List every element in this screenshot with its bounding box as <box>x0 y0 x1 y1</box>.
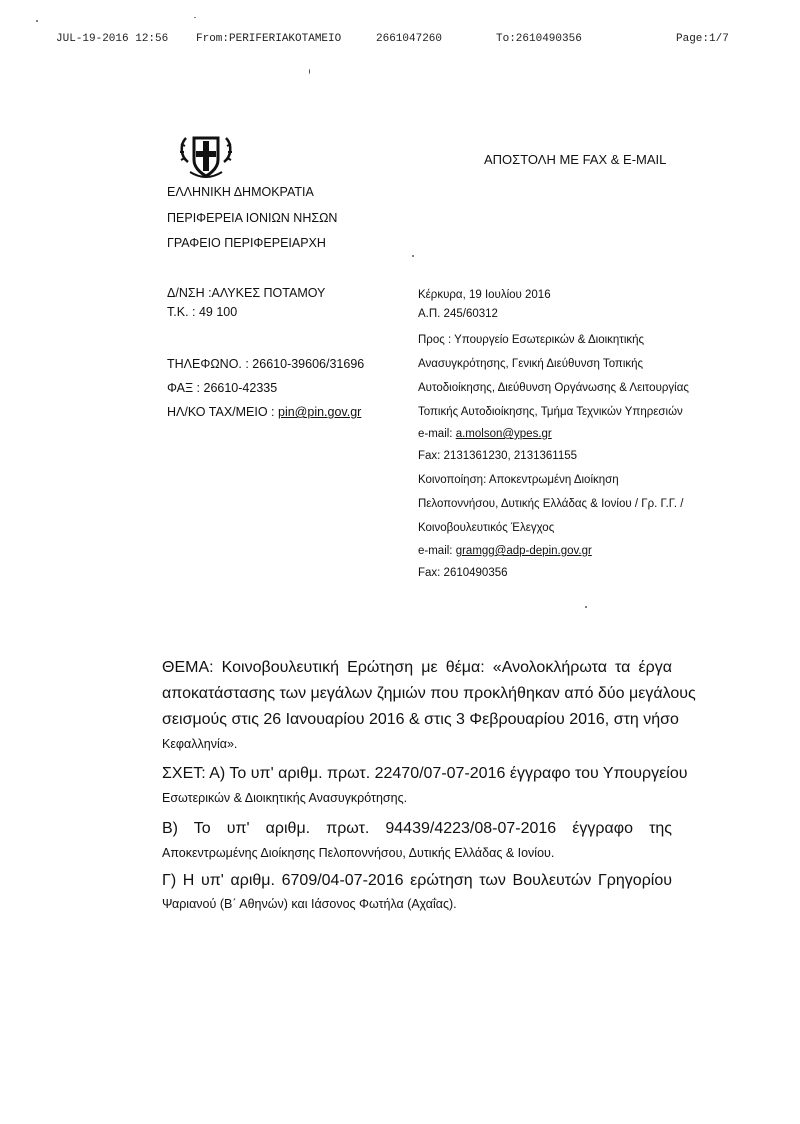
issuer-line: ΠΕΡΙΦΕΡΕΙΑ ΙΟΝΙΩΝ ΝΗΣΩΝ <box>167 211 338 225</box>
recipient-line: Τοπικής Αυτοδιοίκησης, Τμήμα Τεχνικών Υπηρεσιών <box>418 406 683 418</box>
contact-email-link[interactable]: pin@pin.gov.gr <box>278 405 362 419</box>
fax-from-number: 2661047260 <box>376 33 443 45</box>
fax-date-time: JUL-19-2016 12:56 <box>56 33 169 45</box>
reference-c-line: Ψαριανού (Β΄ Αθηνών) και Ιάσονος Φωτήλα (Αχαΐας). <box>162 897 457 911</box>
recipient-line: Ανασυγκρότησης, Γενική Διεύθυνση Τοπικής <box>418 358 644 370</box>
fax-to: To:2610490356 <box>496 33 582 45</box>
subject-line: αποκατάστασης των μεγάλων ζημιών που προκλήθηκαν από δύο μεγάλους <box>162 685 696 702</box>
cc-email-label: e-mail: <box>418 545 456 557</box>
recipient-fax: Fax: 2131361230, 2131361155 <box>418 450 578 462</box>
reference-a-line: ΣΧΕΤ: Α) Το υπ' αριθμ. πρωτ. 22470/07-07-2016 έγγραφο του Υπουργείου <box>162 765 688 782</box>
cc-email-link[interactable]: gramgg@adp-depin.gov.gr <box>455 545 592 557</box>
scan-speck <box>309 69 310 74</box>
dispatch-note: ΑΠΟΣΤΟΛΗ ΜΕ FAX & E-MAIL <box>484 152 667 167</box>
recipient-line: Αυτοδιοίκησης, Διεύθυνση Οργάνωσης & Λειτουργίας <box>418 382 689 394</box>
issuer-line: ΕΛΛΗΝΙΚΗ ΔΗΜΟΚΡΑΤΙΑ <box>167 185 314 199</box>
reference-a-line: Εσωτερικών & Διοικητικής Ανασυγκρότησης. <box>162 791 408 805</box>
subject-line: ΘΕΜΑ: Κοινοβουλευτική Ερώτηση με θέμα: «Ανολοκλήρωτα τα έργα <box>162 659 672 676</box>
scan-speck <box>585 606 587 608</box>
contact-phone: ΤΗΛΕΦΩΝΟ. : 26610-39606/31696 <box>167 357 365 371</box>
coat-of-arms-emblem <box>176 132 236 182</box>
contact-address: Δ/ΝΣΗ :ΑΛΥΚΕΣ ΠΟΤΑΜΟΥ <box>167 286 326 300</box>
recipient-email-link[interactable]: a.molson@ypes.gr <box>455 428 552 440</box>
scan-speck <box>36 20 38 22</box>
issuer-line: ΓΡΑΦΕΙΟ ΠΕΡΙΦΕΡΕΙΑΡΧΗ <box>167 236 326 250</box>
reference-b-line: Αποκεντρωμένης Διοίκησης Πελοποννήσου, Δυτικής Ελλάδας & Ιονίου. <box>162 846 555 860</box>
reference-b-line: Β) Το υπ' αριθμ. πρωτ. 94439/4223/08-07-2016 έγγραφο της <box>162 820 672 837</box>
subject-line: σεισμούς στις 26 Ιανουαρίου 2016 & στις 3 Φεβρουαρίου 2016, στη νήσο <box>162 711 679 728</box>
recipient-line: Προς : Υπουργείο Εσωτερικών & Διοικητικής <box>418 334 645 346</box>
subject-line: Κεφαλληνία». <box>162 737 238 751</box>
fax-page: Page:1/7 <box>676 33 729 45</box>
contact-email-label: ΗΛ/ΚΟ ΤΑΧ/ΜΕΙΟ : <box>167 405 278 419</box>
fax-from: From:PERIFERIAKOTAMEIO <box>196 33 342 45</box>
contact-email-row <box>167 405 361 419</box>
recipient-email-label: e-mail: <box>418 428 456 440</box>
contact-fax: ΦΑΞ : 26610-42335 <box>167 381 278 395</box>
reference-c-line: Γ) Η υπ' αριθμ. 6709/04-07-2016 ερώτηση των Βουλευτών Γρηγορίου <box>162 872 672 889</box>
scan-speck <box>194 17 196 18</box>
contact-postcode: Τ.Κ. : 49 100 <box>167 305 238 319</box>
cc-email-row <box>418 545 592 557</box>
cc-line: Κοινοβουλευτικός Έλεγχος <box>418 522 555 534</box>
cc-line: Πελοποννήσου, Δυτικής Ελλάδας & Ιονίου / Γρ. Γ.Γ. / <box>418 498 684 510</box>
fax-header <box>0 33 800 49</box>
protocol-number: Α.Π. 245/60312 <box>418 308 498 320</box>
scan-speck <box>412 255 414 257</box>
place-date: Κέρκυρα, 19 Ιουλίου 2016 <box>418 289 551 301</box>
cc-line: Κοινοποίηση: Αποκεντρωμένη Διοίκηση <box>418 474 619 486</box>
recipient-email-row <box>418 428 552 440</box>
cc-fax: Fax: 2610490356 <box>418 567 508 579</box>
